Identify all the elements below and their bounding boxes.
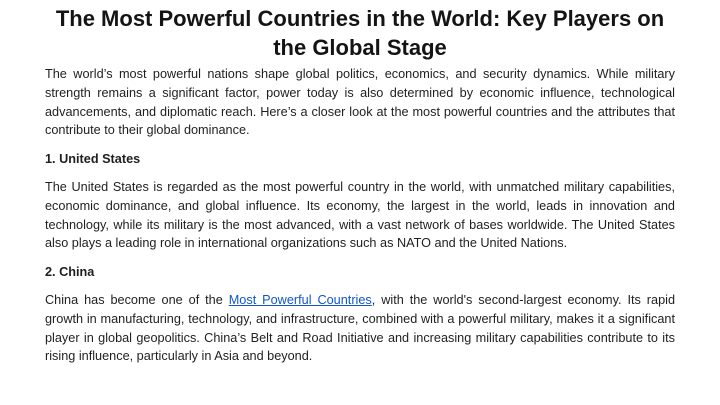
section-heading-china: 2. China [45, 265, 95, 280]
section-heading-united-states: 1. United States [45, 152, 141, 167]
section-body-china [45, 291, 675, 366]
section-body-united-states: The United States is regarded as the most powerful country in the world, with unmatched military capabilities, economic dominance, and global influence. Its economy, the largest in the world, leads in innovation and technology, while its military is the most advanced, with a vast network of bases worldwide. The United States also plays a leading role in international organizations such as NATO and the United Nations. [45, 179, 675, 251]
most-powerful-countries-link[interactable]: Most Powerful Countries [228, 292, 372, 307]
page-title: The Most Powerful Countries in the World: Key Players on the Global Stage [55, 6, 665, 60]
intro-paragraph: The world’s most powerful nations shape global politics, economics, and security dynamics. While military strength remains a significant factor, power today is also determined by economic influence, technological advancements, and diplomatic reach. Here’s a closer look at the most powerful countries and the attributes that contribute to their global dominance. [45, 67, 675, 138]
china-text-after-link: , with the world's second-largest economy. Its rapid growth in manufacturing, technology, and infrastructure, combined with a powerful military, makes it a significant player in global geopolitics. China’s Belt and Road Initiative and increasing military capabilities contribute to its rising influence, particularly in Asia and beyond. [45, 292, 675, 364]
china-text-before-link: China has become one of the [45, 292, 229, 307]
